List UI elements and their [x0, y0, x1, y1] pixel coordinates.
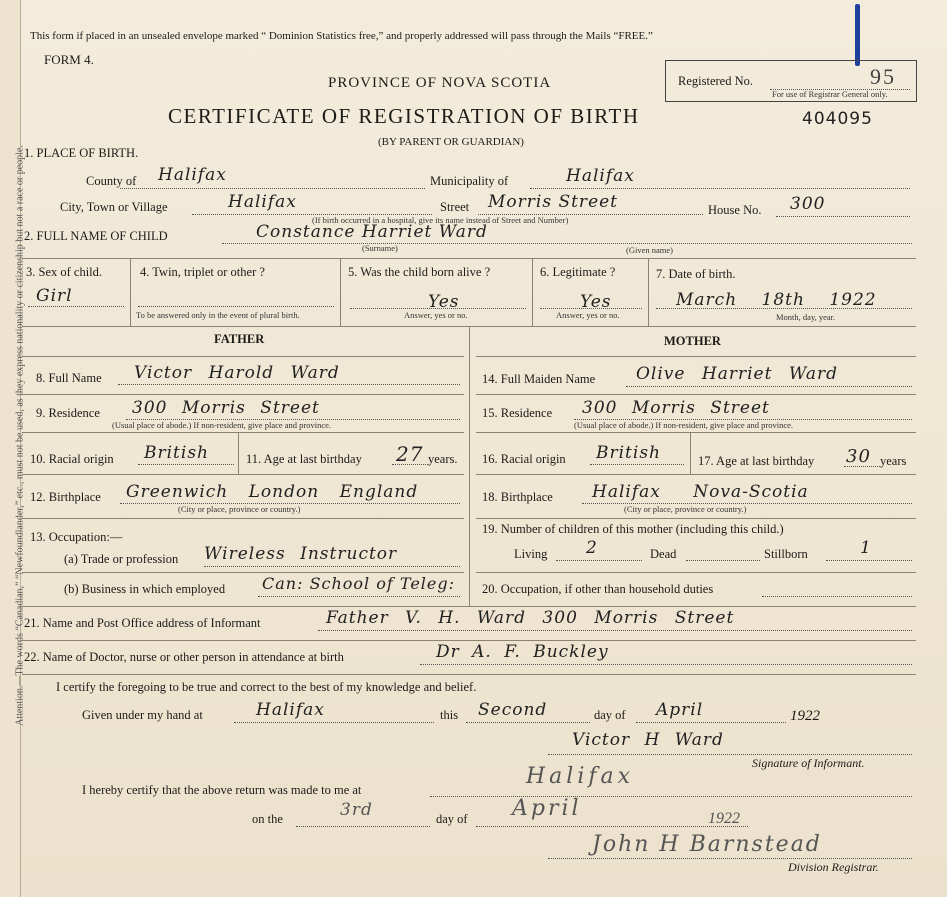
left-margin-strip [0, 0, 26, 897]
margin-notice: Attention.—The words “Canadian,” “Newfoundlander,” etc., must not be used, as they express nationality or citizenship but not a race or people. [14, 145, 26, 726]
street-value: Morris Street [488, 192, 619, 212]
informant-signature-caption: Signature of Informant. [752, 756, 865, 770]
informant-label: 21. Name and Post Office address of Informant [24, 616, 261, 630]
mother-birthplace-label: 18. Birthplace [482, 490, 553, 504]
given-day-value: Second [478, 700, 548, 720]
mother-residence-note: (Usual place of abode.) If non-resident, give place and province. [574, 420, 794, 430]
house-label: House No. [708, 203, 762, 217]
born-alive-label: 5. Was the child born alive ? [348, 265, 491, 279]
dead-label: Dead [650, 547, 677, 561]
this-label: this [440, 708, 459, 722]
certify-statement: I certify the foregoing to be true and correct to the best of my knowledge and belief. [56, 680, 477, 694]
living-label: Living [514, 547, 548, 561]
mother-racial-value: British [596, 443, 661, 463]
father-age-unit: years. [428, 452, 458, 466]
registrar-signature-caption: Division Registrar. [788, 860, 879, 874]
mother-age-unit: years [880, 454, 907, 468]
legitimate-label: 6. Legitimate ? [540, 265, 616, 279]
registrar-day-value: 3rd [340, 800, 373, 820]
date-of-birth-label: 7. Date of birth. [656, 267, 736, 281]
father-residence-value: 300 Morris Street [132, 398, 320, 418]
child-name-value: Constance Harriet Ward [256, 222, 488, 242]
child-name-label: 2. FULL NAME OF CHILD [24, 229, 168, 243]
stillborn-label: Stillborn [764, 547, 808, 561]
form-number: FORM 4. [44, 52, 94, 67]
county-label: County of [86, 174, 137, 188]
father-birthplace-note: (City or place, province or country.) [178, 504, 301, 514]
mother-birthplace-value: Halifax Nova-Scotia [592, 482, 809, 502]
trade-label: (a) Trade or profession [64, 552, 179, 566]
father-name-label: 8. Full Name [36, 371, 102, 385]
certificate-title: CERTIFICATE OF REGISTRATION OF BIRTH [168, 104, 640, 128]
on-the-label: on the [252, 812, 283, 826]
twin-note: To be answered only in the event of plural birth. [136, 310, 300, 320]
county-value: Halifax [158, 165, 227, 185]
surname-caption: (Surname) [362, 243, 398, 253]
date-of-birth-note: Month, day, year. [776, 312, 836, 322]
province-heading: PROVINCE OF NOVA SCOTIA [328, 75, 552, 91]
city-value: Halifax [228, 192, 297, 212]
father-residence-note: (Usual place of abode.) If non-resident, give place and province. [112, 420, 332, 430]
given-year-value: 1922 [790, 708, 820, 724]
given-place-value: Halifax [256, 700, 325, 720]
father-racial-value: British [144, 443, 209, 463]
informant-value: Father V. H. Ward 300 Morris Street [326, 608, 735, 628]
sex-value: Girl [36, 286, 73, 306]
legitimate-value: Yes [580, 292, 612, 312]
municipality-value: Halifax [566, 166, 635, 186]
registrar-signature: John H Barnstead [592, 832, 822, 857]
given-month-value: April [656, 700, 704, 720]
registered-note: For use of Registrar General only. [772, 89, 888, 99]
living-value: 2 [586, 538, 598, 558]
registered-number-box [665, 60, 917, 102]
twin-label: 4. Twin, triplet or other ? [140, 265, 265, 279]
reg-day-of-label: day of [436, 812, 468, 826]
mother-occupation-label: 20. Occupation, if other than household duties [482, 582, 714, 596]
mother-name-value: Olive Harriet Ward [636, 364, 838, 384]
father-occupation-label: 13. Occupation:— [30, 530, 123, 544]
legitimate-note: Answer, yes or no. [556, 310, 620, 320]
born-alive-note: Answer, yes or no. [404, 310, 468, 320]
house-value: 300 [790, 194, 826, 214]
mother-residence-label: 15. Residence [482, 406, 553, 420]
certificate-subtitle: (BY PARENT OR GUARDIAN) [378, 136, 524, 148]
registrar-year-value: 1922 [708, 810, 740, 827]
mother-residence-value: 300 Morris Street [582, 398, 770, 418]
sex-label: 3. Sex of child. [26, 265, 103, 279]
registrar-month-value: April [512, 796, 582, 821]
postal-notice: This form if placed in an unsealed envelope marked “ Dominion Statistics free,” and properly addressed will pass through the Mails “FREE.” [30, 30, 653, 42]
certificate-number-stamp: 404095 [802, 109, 873, 129]
city-label: City, Town or Village [60, 200, 168, 214]
municipality-label: Municipality of [430, 174, 509, 188]
trade-value: Wireless Instructor [204, 544, 398, 564]
registered-label: Registered No. [678, 74, 753, 88]
given-under-label: Given under my hand at [82, 708, 203, 722]
father-birthplace-value: Greenwich London England [126, 482, 419, 502]
father-age-value: 27 [396, 442, 424, 466]
father-birthplace-label: 12. Birthplace [30, 490, 101, 504]
place-of-birth-heading: 1. PLACE OF BIRTH. [24, 146, 139, 160]
father-heading: FATHER [214, 332, 265, 346]
business-label: (b) Business in which employed [64, 582, 226, 596]
registered-number-value: 95 [870, 64, 896, 89]
mother-heading: MOTHER [664, 334, 721, 348]
day-of-label: day of [594, 708, 626, 722]
ink-mark [855, 4, 860, 66]
business-value: Can: School of Teleg: [262, 574, 456, 593]
mother-name-label: 14. Full Maiden Name [482, 372, 596, 386]
father-name-value: Victor Harold Ward [134, 363, 340, 383]
given-name-caption: (Given name) [626, 245, 673, 255]
children-count-label: 19. Number of children of this mother (including this child.) [482, 522, 784, 536]
hospital-note: (If birth occurred in a hospital, give its name instead of Street and Number) [312, 215, 569, 225]
mother-age-label: 17. Age at last birthday [698, 454, 815, 468]
father-residence-label: 9. Residence [36, 406, 100, 420]
date-of-birth-value: March 18th 1922 [676, 290, 877, 310]
mother-racial-label: 16. Racial origin [482, 452, 566, 466]
doctor-value: Dr A. F. Buckley [436, 642, 609, 662]
mother-birthplace-note: (City or place, province or country.) [624, 504, 747, 514]
doctor-label: 22. Name of Doctor, nurse or other person in attendance at birth [24, 650, 344, 664]
street-label: Street [440, 200, 470, 214]
father-age-label: 11. Age at last birthday [246, 452, 362, 466]
mother-age-value: 30 [846, 446, 871, 467]
born-alive-value: Yes [428, 292, 460, 312]
stillborn-value: 1 [860, 538, 872, 558]
father-racial-label: 10. Racial origin [30, 452, 114, 466]
informant-signature: Victor H Ward [572, 730, 724, 750]
registrar-statement: I hereby certify that the above return was made to me at [82, 783, 362, 797]
registrar-place-value: Halifax [526, 764, 635, 789]
